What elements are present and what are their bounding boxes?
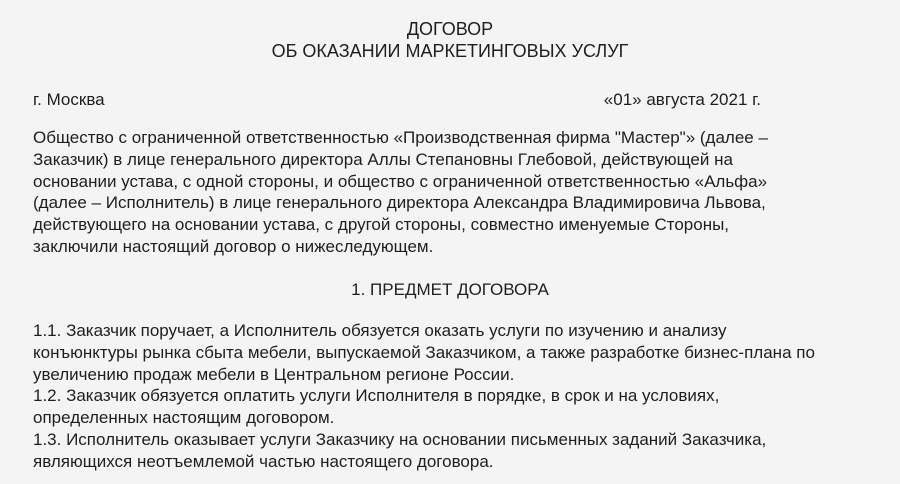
clause-line: являющихся неотъемлемой частью настоящего договора. [33,451,494,471]
clause-line: 1.3. Исполнитель оказывает услуги Заказчику на основании письменных заданий Заказчика, [33,429,767,449]
preamble-line: (далее – Исполнитель) в лице генерального директора Александра Владимировича Львова, [33,193,766,213]
city: г. Москва [33,90,105,109]
place-date-row [33,89,761,111]
preamble-line: основании устава, с одной стороны, и общество с ограниченной ответственностью «Альфа» [33,171,768,191]
document-subtitle: ОБ ОКАЗАНИИ МАРКЕТИНГОВЫХ УСЛУГ [271,41,629,61]
clause-line: увеличению продаж мебели в Центральном регионе России. [33,364,515,384]
preamble-line: заключили настоящий договор о нижеследующем. [33,236,434,256]
clause-line: 1.2. Заказчик обязуется оплатить услуги Исполнителя в порядке, в срок и на условиях, [33,386,720,406]
preamble-line: Общество с ограниченной ответственностью «Производственная фирма "Мастер"» (далее – [33,128,768,147]
clause-line: конъюнктуры рынка сбыта мебели, выпускаемой Заказчиком, а также разработке бизнес-плана по [33,342,815,362]
document-title: ДОГОВОР [406,19,494,39]
section-clauses [33,320,873,473]
contract-date: «01» августа 2021 г. [603,90,761,109]
section-heading: 1. ПРЕДМЕТ ДОГОВОРА [351,280,549,299]
preamble-line: Заказчик) в лице генерального директора Аллы Степановны Глебовой, действующей на [33,149,733,169]
clause-line: 1.1. Заказчик поручает, а Исполнитель обязуется оказать услуги по изучению и анализу [33,321,727,340]
clause-line: определенных настоящим договором. [33,408,335,428]
preamble-line: действующего на основании устава, с другой стороны, совместно именуемые Стороны, [33,215,730,235]
preamble-paragraph [33,127,873,258]
